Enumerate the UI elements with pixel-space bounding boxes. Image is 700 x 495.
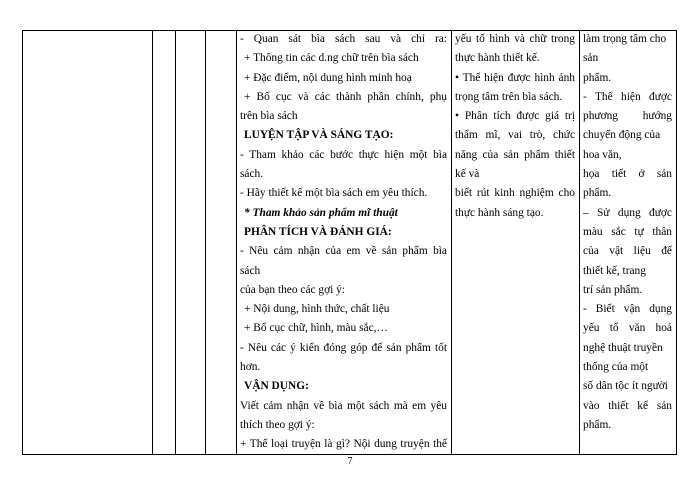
competency-cell [583,30,672,455]
section-heading-analysis: PHÂN TÍCH VÀ ĐÁNH GIÁ: [244,225,392,238]
competency-line: làm trọng tâm cho [583,33,667,45]
result-line: thực hành sáng tạo. [455,206,544,219]
competency-line: số dân tộc ít người [583,380,668,393]
competency-line: nghệ thuật truyền [583,341,663,354]
activity-line: + Thể loại truyện là gì? Nội dung truyện thế [240,438,447,451]
activity-line: + Bố cục chữ, hình, màu sắc,… [244,322,388,335]
col-border [205,30,206,455]
activity-line: Viết cảm nhận về bìa một sách mà em yêu [240,399,447,412]
result-line: thực hành thiết kế. [455,52,540,65]
activity-line: sách. [240,168,264,181]
activity-line: trên bìa sách [240,110,298,123]
result-line: biết rút kinh nghiệm cho [455,187,575,200]
competency-line: yếu tố văn hoá [583,322,672,335]
activity-line: của bạn theo các gợi ý: [240,283,346,296]
activity-line: - Quan sát bìa sách sau và chỉ ra: [240,33,447,45]
result-line: • Thể hiện được hình ảnh [455,71,575,84]
result-line: yếu tố hình và chữ trong [455,33,575,45]
col-border [236,30,237,455]
competency-line: - Biết vận dụng [583,303,672,316]
reference-note: * Tham khảo sản phẩm mĩ thuật [244,206,398,219]
result-line: thẩm mĩ, vai trò, chức [455,129,575,142]
competency-line: phẩm. [583,71,612,84]
competency-line: phẩm. [583,187,612,200]
competency-line: màu sắc tự thân [583,225,672,238]
col-border [152,30,153,455]
activity-line: - Hãy thiết kế một bìa sách em yêu thích. [240,187,428,200]
section-heading-application: VẬN DỤNG: [244,380,309,393]
competency-line: hoa văn, [583,148,622,161]
result-line: trọng tâm trên bìa sách. [455,90,563,103]
result-cell [455,30,575,455]
activity-line: - Nêu các ý kiến đóng góp để sản phẩm tốt [240,341,447,354]
competency-line: thống của một [583,361,649,374]
activity-line: thích theo gợi ý: [240,418,315,431]
competency-line: phương hướng [583,110,672,123]
competency-line: của vật liệu để [583,245,672,258]
activity-line: + Thông tin các d.ng chữ trên bìa sách [244,52,419,65]
lesson-plan-table [22,30,677,455]
section-heading-practice: LUYỆN TẬP VÀ SÁNG TẠO: [244,129,394,142]
activity-cell [240,30,447,455]
competency-line: họa tiết ở sản [583,168,672,181]
activity-line: - Nêu cảm nhận của em về sản phẩm bìa sách [240,245,447,277]
competency-line: – Sử dụng được [583,206,672,219]
col-border [676,30,677,455]
result-line: kế và [455,168,480,181]
competency-line: phẩm. [583,418,612,431]
competency-line: thiết kế, trang [583,264,646,277]
competency-line: chuyển động của [583,129,661,142]
col-border [175,30,176,455]
activity-line: - Tham khảo các bước thực hiện một bìa [240,148,447,161]
activity-line: hơn. [240,361,261,374]
col-border [579,30,580,455]
result-line: năng của sản phẩm thiết [455,148,575,161]
competency-line: trí sản phẩm. [583,283,643,296]
activity-line: + Bố cục và các thành phần chính, phụ [244,90,447,103]
competency-line: vào thiết kế sản [583,399,672,412]
activity-line: + Đặc điểm, nội dung hình minh hoạ [244,71,412,84]
competency-line: - Thể hiện được [583,90,672,103]
activity-line: + Nội dung, hình thức, chất liệu [244,303,390,316]
competency-line: sản [583,52,599,65]
result-line: • Phân tích được giá trị [455,110,575,123]
col-border [22,30,23,455]
page-number: 7 [347,456,353,467]
col-border [451,30,452,455]
